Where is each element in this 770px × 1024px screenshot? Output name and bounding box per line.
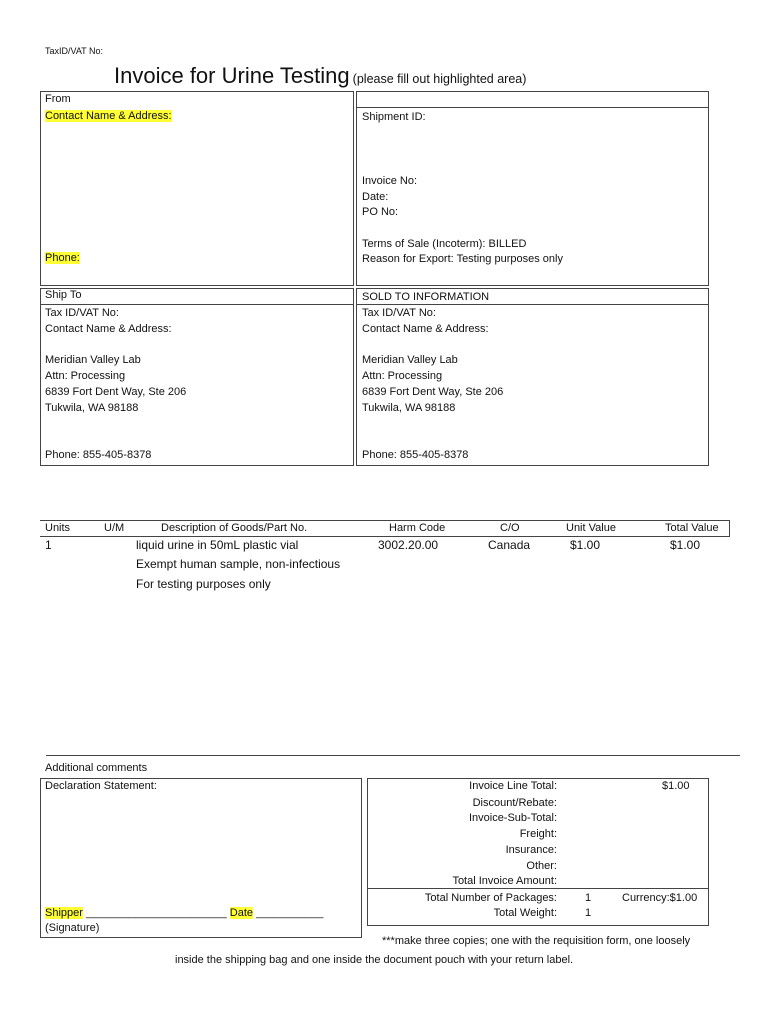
sold-to-heading: SOLD TO INFORMATION — [362, 291, 490, 303]
weight-value: 1 — [585, 907, 592, 919]
date-sign-label[interactable]: Date — [229, 907, 254, 919]
sold-to-phone: Phone: 855-405-8378 — [362, 449, 469, 461]
shipper-blank: _______________________ — [85, 907, 227, 919]
date-blank: ___________ — [256, 907, 324, 919]
sold-to-contact: Contact Name & Address: — [362, 323, 489, 335]
tax-id-header: TaxID/VAT No: — [45, 46, 104, 56]
sold-to-attn: Attn: Processing — [362, 370, 443, 382]
ship-to-phone: Phone: 855-405-8378 — [45, 449, 152, 461]
declaration-label: Declaration Statement: — [45, 780, 157, 792]
from-phone-label[interactable]: Phone: — [45, 252, 80, 264]
discount-label: Discount/Rebate: — [472, 797, 557, 809]
reason-for-export: Reason for Export: Testing purposes only — [362, 253, 563, 265]
row-harm-code: 3002.20.00 — [378, 538, 439, 552]
shipment-id-label: Shipment ID: — [362, 111, 426, 123]
footer-note-1: ***make three copies; one with the requisition form, one loosely — [382, 935, 691, 947]
weight-label: Total Weight: — [493, 907, 557, 919]
ship-to-attn: Attn: Processing — [45, 370, 126, 382]
ship-to-street: 6839 Fort Dent Way, Ste 206 — [45, 386, 187, 398]
col-um: U/M — [104, 522, 125, 534]
packages-label: Total Number of Packages: — [424, 892, 557, 904]
title-note: (please fill out highlighted area) — [352, 72, 527, 86]
po-no-label: PO No: — [362, 206, 399, 218]
line-total-value: $1.00 — [662, 780, 690, 792]
from-heading: From — [45, 93, 71, 105]
sold-to-city: Tukwila, WA 98188 — [362, 402, 456, 414]
row-units: 1 — [45, 538, 52, 552]
sub-total-label: Invoice-Sub-Total: — [468, 812, 557, 824]
insurance-label: Insurance: — [505, 844, 557, 856]
col-total-value: Total Value — [665, 522, 719, 534]
shipper-line — [45, 906, 323, 922]
currency-value: Currency:$1.00 — [622, 892, 698, 904]
additional-comments: Additional comments — [45, 762, 148, 774]
col-unit-value: Unit Value — [566, 522, 616, 534]
row-desc-3: For testing purposes only — [136, 577, 271, 591]
sold-to-tax-id: Tax ID/VAT No: — [362, 307, 436, 319]
ship-to-tax-id: Tax ID/VAT No: — [45, 307, 119, 319]
footer-note-2: inside the shipping bag and one inside the document pouch with your return label. — [175, 954, 574, 966]
title-text: Invoice for Urine Testing — [114, 63, 350, 88]
shipper-label[interactable]: Shipper — [45, 907, 83, 919]
ship-to-city: Tukwila, WA 98188 — [45, 402, 139, 414]
from-contact-label[interactable]: Contact Name & Address: — [45, 110, 172, 122]
sold-to-name: Meridian Valley Lab — [362, 354, 458, 366]
col-units: Units — [45, 522, 71, 534]
row-total-value: $1.00 — [670, 538, 701, 552]
row-unit-value: $1.00 — [570, 538, 601, 552]
invoice-no-label: Invoice No: — [362, 175, 418, 187]
ship-to-heading: Ship To — [45, 289, 82, 301]
ship-to-name: Meridian Valley Lab — [45, 354, 141, 366]
packages-value: 1 — [585, 892, 592, 904]
row-desc-1: liquid urine in 50mL plastic vial — [136, 538, 299, 552]
col-harm-code: Harm Code — [389, 522, 446, 534]
page-title — [114, 63, 526, 89]
freight-label: Freight: — [519, 828, 557, 840]
other-label: Other: — [526, 860, 557, 872]
section-divider — [46, 755, 740, 756]
signature-label: (Signature) — [45, 922, 100, 934]
col-description: Description of Goods/Part No. — [161, 522, 308, 534]
sold-to-street: 6839 Fort Dent Way, Ste 206 — [362, 386, 504, 398]
col-co: C/O — [500, 522, 520, 534]
row-co: Canada — [488, 538, 531, 552]
ship-to-contact: Contact Name & Address: — [45, 323, 172, 335]
line-total-label: Invoice Line Total: — [469, 780, 557, 792]
row-desc-2: Exempt human sample, non-infectious — [136, 557, 341, 571]
date-label: Date: — [362, 191, 389, 203]
terms-of-sale: Terms of Sale (Incoterm): BILLED — [362, 238, 527, 250]
total-amount-label: Total Invoice Amount: — [452, 875, 557, 887]
